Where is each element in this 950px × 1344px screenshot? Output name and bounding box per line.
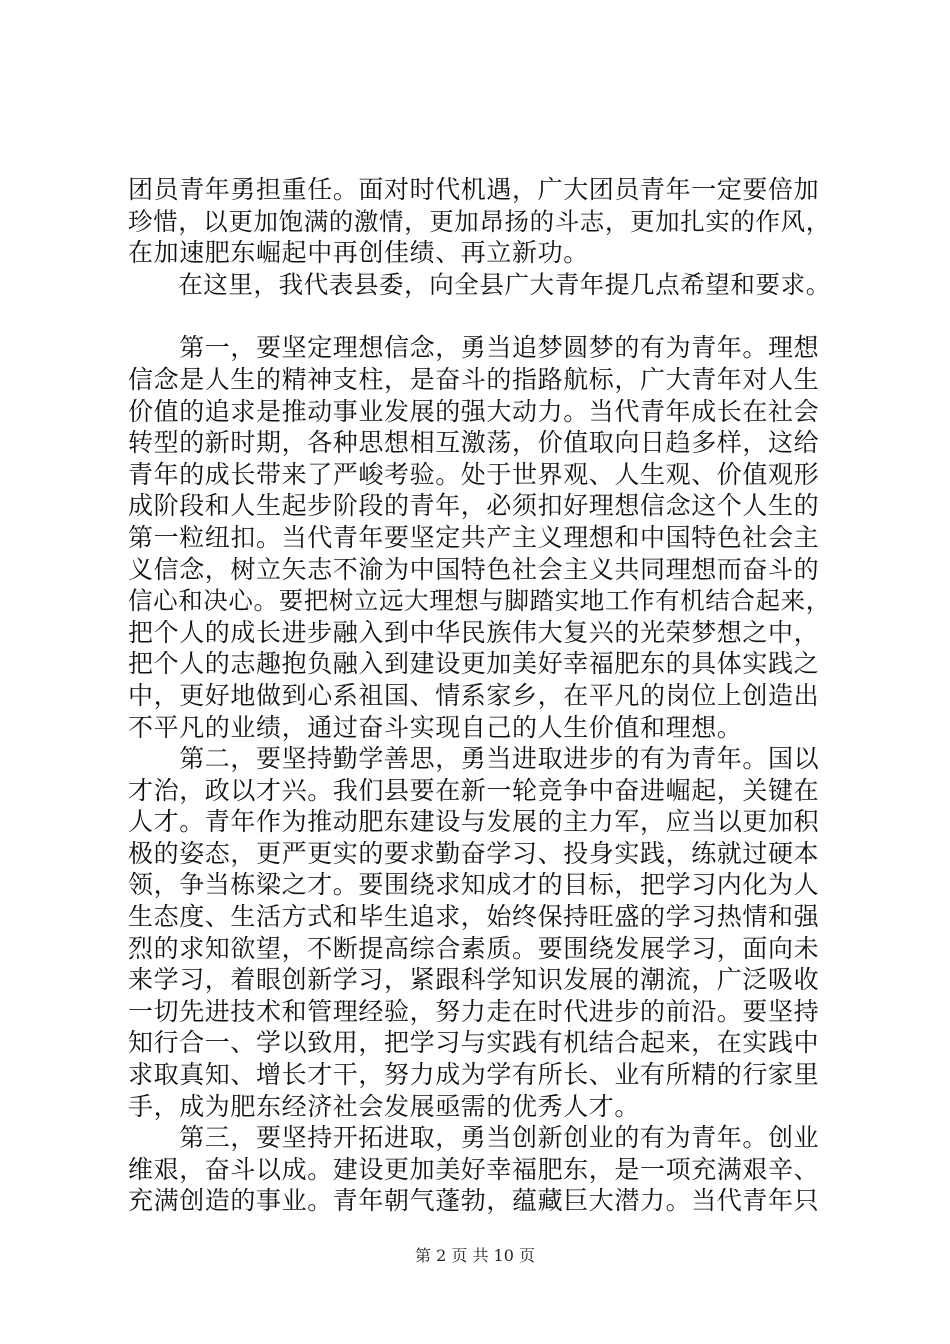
text-line: 中，更好地做到心系祖国、情系家乡，在平凡的岗位上创造出	[128, 680, 820, 710]
text-line: 信念是人生的精神支柱，是奋斗的指路航标，广大青年对人生	[128, 364, 820, 394]
document-body	[128, 174, 834, 1217]
text-line: 第一粒纽扣。当代青年要坚定共产主义理想和中国特色社会主	[128, 522, 820, 552]
text-line: 成阶段和人生起步阶段的青年，必须扣好理想信念这个人生的	[128, 491, 820, 521]
text-line: 团员青年勇担重任。面对时代机遇，广大团员青年一定要倍加	[128, 175, 820, 204]
text-line: 维艰，奋斗以成。建设更加美好幸福肥东，是一项充满艰辛、	[128, 1154, 820, 1184]
text-line: 领，争当栋梁之才。要围绕求知成才的目标，把学习内化为人	[128, 870, 820, 900]
text-line: 人才。青年作为推动肥东建设与发展的主力军，应当以更加积	[128, 807, 820, 837]
text-line: 充满创造的事业。青年朝气蓬勃，蕴藏巨大潜力。当代青年只	[128, 1186, 820, 1216]
paragraph-gap	[128, 300, 834, 332]
text-line: 在这里，我代表县委，向全县广大青年提几点希望和要求。	[128, 269, 831, 299]
text-line: 一切先进技术和管理经验，努力走在时代进步的前沿。要坚持	[128, 996, 820, 1026]
text-line: 把个人的志趣抱负融入到建设更加美好幸福肥东的具体实践之	[128, 649, 820, 679]
text-line: 转型的新时期，各种思想相互激荡，价值取向日趋多样，这给	[128, 428, 820, 458]
text-line: 知行合一、学以致用，把学习与实践有机结合起来，在实践中	[128, 1028, 820, 1058]
text-line: 来学习，着眼创新学习，紧跟科学知识发展的潮流，广泛吸收	[128, 965, 820, 995]
page-footer	[0, 1243, 950, 1266]
text-line: 把个人的成长进步融入到中华民族伟大复兴的光荣梦想之中，	[128, 617, 820, 647]
text-line: 极的姿态，更严更实的要求勤奋学习、投身实践，练就过硬本	[128, 838, 820, 868]
text-line: 手，成为肥东经济社会发展亟需的优秀人才。	[128, 1091, 641, 1121]
text-line: 烈的求知欲望，不断提高综合素质。要围绕发展学习，面向未	[128, 933, 820, 963]
text-line: 青年的成长带来了严峻考验。处于世界观、人生观、价值观形	[128, 459, 820, 489]
page-number-label: 第 2 页 共 10 页	[415, 1246, 535, 1265]
text-line: 第一，要坚定理想信念，勇当追梦圆梦的有为青年。理想	[128, 333, 820, 363]
text-line: 不平凡的业绩，通过奋斗实现自己的人生价值和理想。	[128, 712, 743, 742]
text-line: 珍惜，以更加饱满的激情，更加昂扬的斗志，更加扎实的作风，	[128, 206, 831, 236]
text-line: 第三，要坚持开拓进取，勇当创新创业的有为青年。创业	[128, 1123, 820, 1153]
text-line: 义信念，树立矢志不渝为中国特色社会主义共同理想而奋斗的	[128, 554, 820, 584]
text-line: 价值的追求是推动事业发展的强大动力。当代青年成长在社会	[128, 396, 820, 426]
text-line: 生态度、生活方式和毕生追求，始终保持旺盛的学习热情和强	[128, 902, 820, 932]
text-line: 求取真知、增长才干，努力成为学有所长、业有所精的行家里	[128, 1060, 820, 1090]
text-line: 信心和决心。要把树立远大理想与脚踏实地工作有机结合起来，	[128, 586, 831, 616]
text-line: 第二，要坚持勤学善思，勇当进取进步的有为青年。国以	[128, 744, 820, 774]
text-line: 才治，政以才兴。我们县要在新一轮竞争中奋进崛起，关键在	[128, 775, 820, 805]
text-line: 在加速肥东崛起中再创佳绩、再立新功。	[128, 238, 589, 268]
